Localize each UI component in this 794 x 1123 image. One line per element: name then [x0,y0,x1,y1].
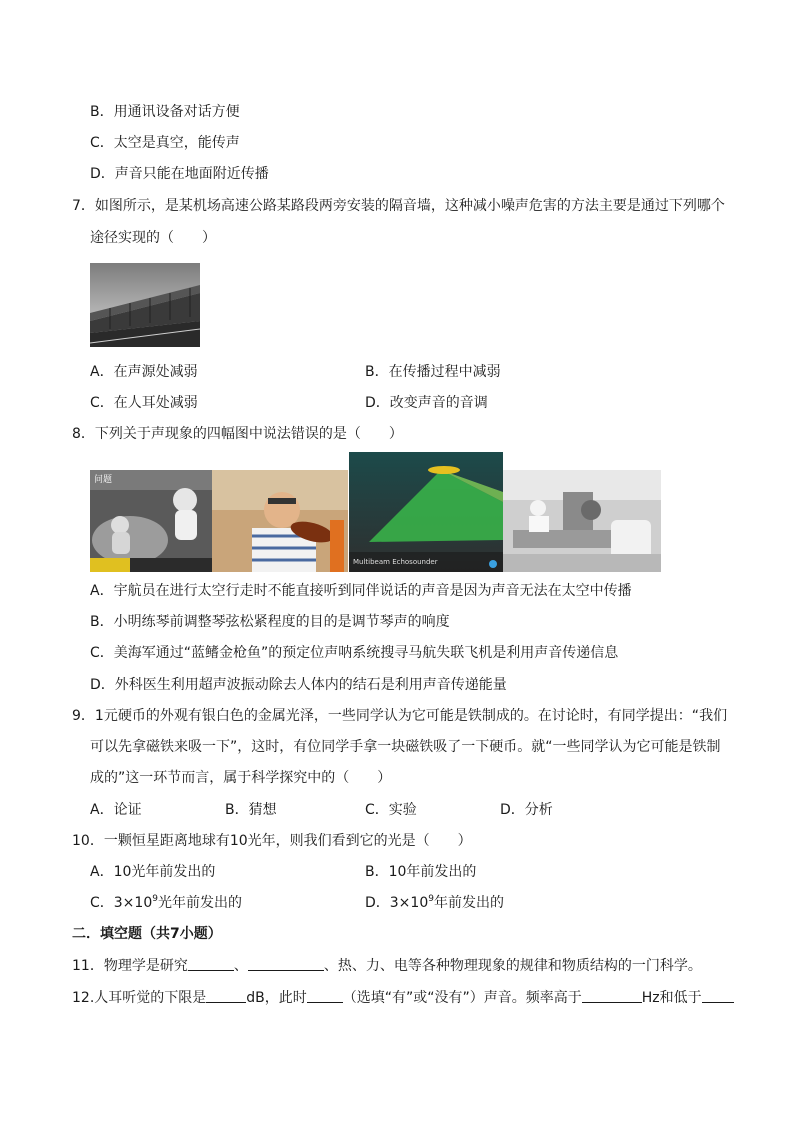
violin-boy-photo [212,470,348,572]
lithotripsy-surgery-photo [503,470,661,572]
q9-stem-line1: 9．1元硬币的外观有银白色的金属光泽，一些同学认为它可能是铁制成的。在讨论时，有同学提出：“我们 [72,708,728,724]
q12-blank-1[interactable] [206,988,246,1003]
q10-option-c [90,893,242,913]
q11-blank-1[interactable] [188,956,234,971]
astronaut-spacewalk-photo [90,470,212,572]
q12-part3: （选填“有”或“没有”）声音。频率高于 [342,990,582,1006]
q7-stem-line1: 7．如图所示，是某机场高速公路某路段两旁安装的隔音墙，这种减小噪声危害的方法主要是通过下列哪个 [72,198,725,214]
q12-blank-4[interactable] [702,988,734,1003]
q12-part1: 12.人耳听觉的下限是 [72,990,207,1006]
q7-option-a: A．在声源处减弱 [90,364,198,380]
q10-option-d-exponent: 9 [428,894,434,904]
q12-blank-2[interactable] [307,988,343,1003]
q11-part2: 、 [233,958,248,974]
sonar-image-caption: Multibeam Echosounder [353,558,438,566]
q10-option-b: B．10年前发出的 [365,864,477,880]
q8-option-d: D．外科医生利用超声波振动除去人体内的结石是利用声音传递能量 [90,677,507,693]
q10-option-d-suffix: 年前发出的 [433,895,504,911]
q11-text [72,956,702,976]
q9-stem-line3: 成的”这一环节而言，属于科学探究中的（ ） [90,770,392,786]
q11-blank-2[interactable] [248,956,324,971]
q10-option-c-prefix: C．3×10 [90,895,153,911]
q12-part4: Hz和低于 [641,990,702,1006]
section-title-fill-in: 二．填空题（共7小题） [72,926,222,942]
q10-option-a: A．10光年前发出的 [90,864,216,880]
q8-option-a: A．宇航员在进行太空行走时不能直接听到同伴说话的声音是因为声音无法在太空中传播 [90,583,632,599]
q9-option-c: C．实验 [365,802,417,818]
q8-option-c: C．美海军通过“蓝鳍金枪鱼”的预定位声呐系统搜寻马航失联飞机是利用声音传递信息 [90,645,619,661]
q11-part3: 、热、力、电等各种物理现象的规律和物质结构的一门科学。 [323,958,702,974]
q12-part2: dB，此时 [246,990,307,1006]
q9-option-a: A．论证 [90,802,142,818]
q6-option-d: D．声音只能在地面附近传播 [90,166,269,182]
sonar-echosounder-image [349,452,503,572]
q10-option-c-exponent: 9 [152,894,158,904]
q10-option-c-suffix: 光年前发出的 [157,895,242,911]
q10-option-d-prefix: D．3×10 [365,895,429,911]
q10-option-d [365,893,504,913]
sound-barrier-photo [90,263,200,347]
q6-option-c: C．太空是真空，能传声 [90,135,240,151]
q12-blank-3[interactable] [582,988,642,1003]
q7-option-d: D．改变声音的音调 [365,395,488,411]
astronaut-photo-caption: 问题 [94,475,113,485]
q12-text [72,988,734,1008]
q9-stem-line2: 可以先拿磁铁来吸一下”，这时，有位同学手拿一块磁铁吸了一下硬币。就“一些同学认为它可能是铁制 [90,739,721,755]
q7-stem-line2: 途径实现的（ ） [90,230,216,246]
q6-option-b: B．用通讯设备对话方便 [90,104,240,120]
q8-stem: 8．下列关于声现象的四幅图中说法错误的是（ ） [72,426,403,442]
q9-option-d: D．分析 [500,802,553,818]
q9-option-b: B．猜想 [225,802,277,818]
q7-option-c: C．在人耳处减弱 [90,395,198,411]
q10-stem: 10．一颗恒星距离地球有10光年，则我们看到它的光是（ ） [72,833,472,849]
q8-option-b: B．小明练琴前调整琴弦松紧程度的目的是调节琴声的响度 [90,614,450,630]
q7-option-b: B．在传播过程中减弱 [365,364,501,380]
q11-part1: 11．物理学是研究 [72,958,188,974]
